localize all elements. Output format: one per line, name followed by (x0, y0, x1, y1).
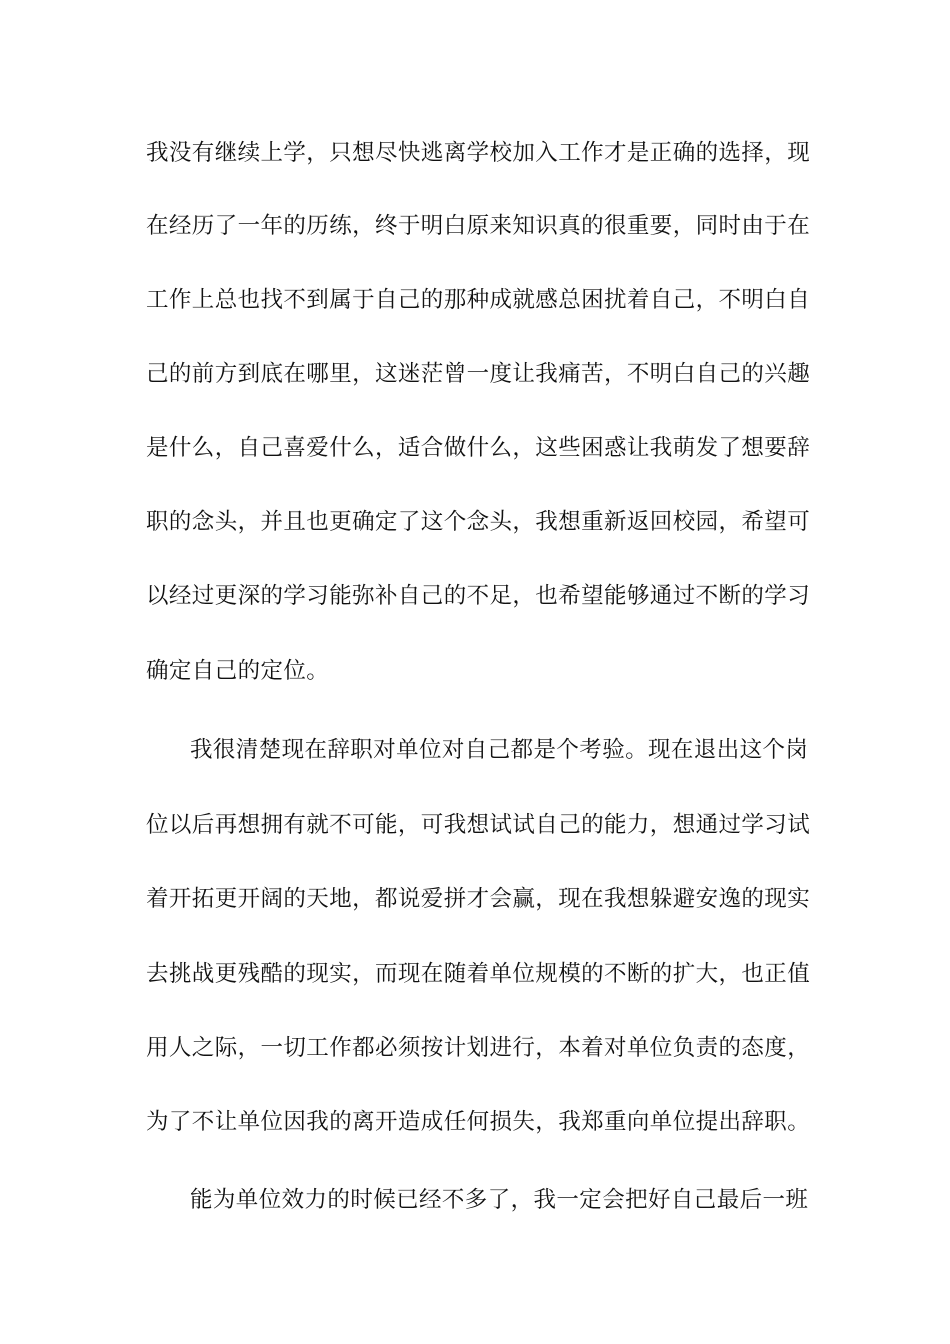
text-line: 己的前方到底在哪里，这迷茫曾一度让我痛苦，不明白自己的兴趣 (146, 361, 811, 387)
text-line: 为了不让单位因我的离开造成任何损失，我郑重向单位提出辞职。 (146, 1109, 811, 1135)
paragraph-first-line: 能为单位效力的时候已经不多了，我一定会把好自己最后一班 (190, 1187, 809, 1213)
text-line: 位以后再想拥有就不可能，可我想试试自己的能力，想通过学习试 (146, 812, 811, 838)
text-line: 以经过更深的学习能弥补自己的不足，也希望能够通过不断的学习 (146, 583, 811, 609)
text-line: 用人之际，一切工作都必须按计划进行，本着对单位负责的态度， (146, 1035, 811, 1061)
text-line: 在经历了一年的历练，终于明白原来知识真的很重要，同时由于在 (146, 213, 811, 239)
text-line: 着开拓更开阔的天地，都说爱拼才会赢，现在我想躲避安逸的现实 (146, 886, 811, 912)
text-line: 我没有继续上学，只想尽快逃离学校加入工作才是正确的选择，现 (146, 140, 811, 166)
text-line: 职的念头，并且也更确定了这个念头，我想重新返回校园，希望可 (146, 509, 811, 535)
paragraph-first-line: 我很清楚现在辞职对单位对自己都是个考验。现在退出这个岗 (190, 737, 809, 763)
text-line: 去挑战更残酷的现实，而现在随着单位规模的不断的扩大，也正值 (146, 961, 811, 987)
text-line: 工作上总也找不到属于自己的那种成就感总困扰着自己，不明白自 (146, 287, 811, 313)
text-line: 是什么，自己喜爱什么，适合做什么，这些困惑让我萌发了想要辞 (146, 435, 811, 461)
text-line: 确定自己的定位。 (146, 658, 330, 684)
